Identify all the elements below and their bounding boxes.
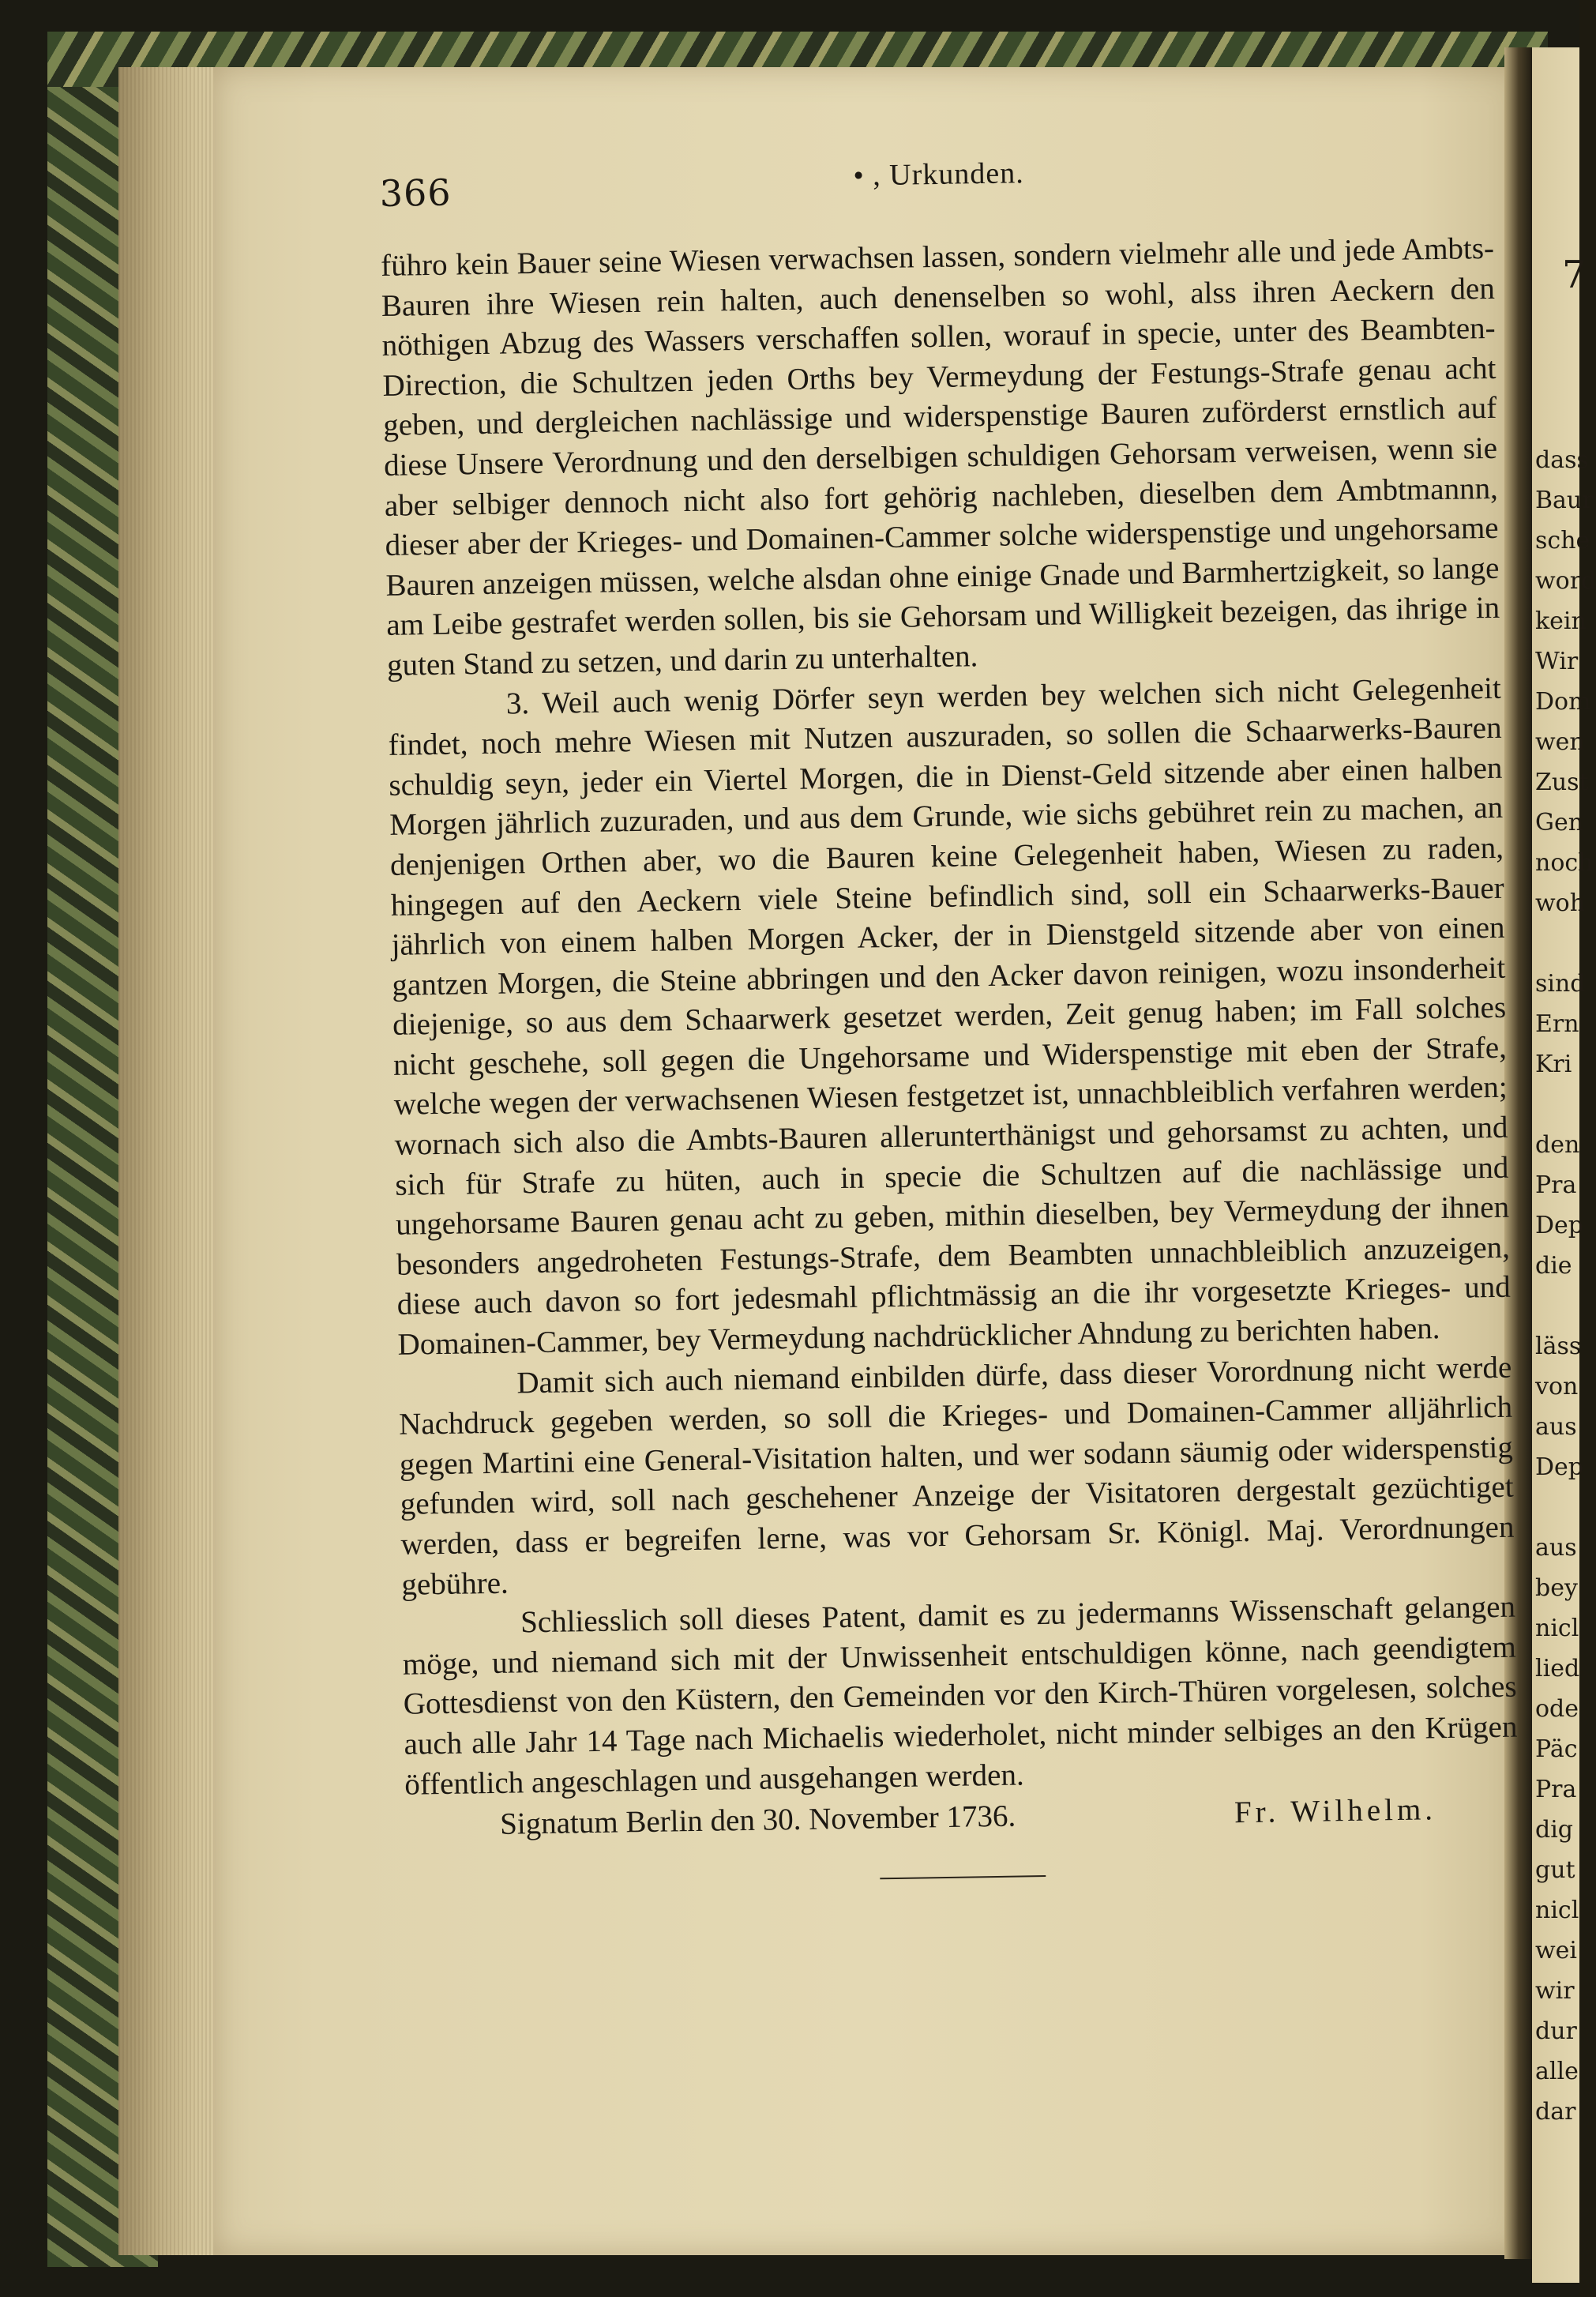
facing-page — [1532, 47, 1596, 2283]
facing-page-fragment: Wir — [1535, 648, 1579, 675]
facing-page-fragment: die — [1535, 1252, 1572, 1280]
text-block — [379, 141, 1519, 1887]
facing-page-fragment: woh — [1535, 889, 1586, 917]
facing-page-fragment: Päc — [1535, 1735, 1578, 1763]
paragraph: 3. Weil auch wenig Dörfer seyn werden bey welchen sich nicht Gelegenheit findet, noch mehre Wiesen mit Nutzen auszuraden, so sollen die Schaarwerks-Bauren schuldig seyn, jeder ein Viertel Morgen, die in Dienst-Geld sitzende aber einen halben Morgen jährlich zuzuraden, und aus dem Grunde, wie sichs gebühret rein zu machen, an denjenigen Orthen aber, wo die Bauren keine Gelegenheit haben, Wiesen zu raden, hingegen auf den Aeckern viele Steine befindlich sind, soll ein Schaarwerks-Bauer jährlich von einem halben Morgen Acker, der in Dienstgeld sitzende aber von einen gantzen Morgen, die Steine abbringen und den Acker davon reinigen, wozu insonderheit diejenige, so aus dem Schaarwerk gesetzet werden, Zeit genug haben; im Fall solches nicht geschehe, soll gegen die Ungehorsame und Widerspenstige mit eben der Strafe, welche wegen der verwachsenen Wiesen festgetzet ist, unnachbleiblich verfahren werden; wornach sich also die Ambts-Bauren allerunterthänigst und gehorsamst zu achten, und sich für Strafe zu hüten, auch in specie die Schultzen auf die nachlässige und ungehorsame Bauren genau acht zu geben, mithin dieselben, bey Vermeydung der ihnen besonders angedroheten Festungs-Strafe, dem Beambten unnachbleiblich anzuzeigen, diese auch davon so fort jedesmahl pflichtmässig an die ihr vorgesetzte Krieges- und Domainen-Cammer, bey Vermeydung nachdrücklicher Ahndung zu berichten haben. — [388, 671, 1511, 1362]
facing-page-fragment: nicl — [1535, 1897, 1579, 1924]
facing-page-fragment: nicl — [1535, 1615, 1579, 1642]
facing-page-fragment: lied — [1535, 1655, 1580, 1682]
facing-page-fragment: wir — [1535, 1977, 1575, 2005]
facing-page-number: 7 — [1562, 253, 1587, 297]
facing-page-fragment: von — [1535, 1373, 1579, 1400]
page-edges — [118, 67, 229, 2255]
facing-page-fragment: Dep — [1535, 1212, 1584, 1239]
facing-page-fragment: noch — [1535, 849, 1594, 877]
facing-page-fragment: Pra — [1535, 1171, 1577, 1199]
signature-signer: Fr. Wilhelm. — [1234, 1792, 1437, 1830]
facing-page-fragment: ode — [1535, 1695, 1579, 1723]
facing-page-fragment: dar — [1535, 2098, 1576, 2126]
book-gutter — [1504, 47, 1536, 2259]
facing-page-fragment: Dep — [1535, 1453, 1584, 1481]
running-head-title: Urkunden. — [888, 156, 1025, 192]
facing-page-fragment: dig — [1535, 1816, 1574, 1844]
facing-page-fragment: Ern — [1535, 1010, 1579, 1038]
signature-place-date: Signatum Berlin den 30. November 1736. — [499, 1799, 1016, 1842]
facing-page-fragment: Pra — [1535, 1776, 1577, 1803]
facing-page-fragment: word — [1535, 567, 1596, 595]
facing-page-fragment: bey — [1535, 1574, 1578, 1602]
facing-page-fragment: gut — [1535, 1856, 1575, 1884]
facing-page-fragment: sind — [1535, 970, 1586, 998]
running-head: • , Urkunden. — [853, 156, 1025, 193]
facing-page-fragment: Gen — [1535, 809, 1584, 836]
facing-page-fragment: alle — [1535, 2058, 1579, 2085]
paragraph: Damit sich auch niemand einbilden dürfe, dass dieser Vorordnung nicht werde Nachdruck gegeben werden, so soll die Krieges- und Domainen-Cammer alljährlich gegen Martini eine General-Visitation halten, und wer sodann säumig oder widerspenstig gefunden wird, soll nach geschehener Anzeige der Visitatoren dergestalt gezüchtiget werden, dass er begreifen lerne, was vor Gehorsam Sr. Königl. Maj. Verordnungen gebühre. — [398, 1350, 1515, 1602]
page-number: 366 — [379, 171, 452, 215]
facing-page-fragment: aus — [1535, 1534, 1577, 1562]
facing-page-fragment: Zust — [1535, 769, 1589, 796]
facing-page-fragment: Dom — [1535, 688, 1591, 716]
facing-page-fragment: dass — [1535, 446, 1589, 474]
facing-page-fragment: läss — [1535, 1333, 1582, 1360]
body-text — [381, 229, 1519, 1887]
facing-page-fragment: wen — [1535, 728, 1585, 756]
facing-page-fragment: sche — [1535, 527, 1590, 555]
facing-page-fragment: dur — [1535, 2017, 1577, 2045]
facing-page-fragment: den — [1535, 1131, 1580, 1159]
paragraph: Schliesslich soll dieses Patent, damit es zu jedermanns Wissenschaft gelangen möge, und niemand sich mit der Unwissenheit entschuldigen könne, nach geendigtem Gottesdienst von den Küstern, den Gemeinden vor den Kirch-Thüren vorgelesen, solches auch alle Jahr 14 Tage nach Michaelis wiederholet, nicht minder selbiges an den Krügen öffentlich angeschlagen und ausgehangen werden. — [402, 1589, 1518, 1802]
facing-page-fragment: aus — [1535, 1413, 1577, 1441]
facing-page-fragment: wei — [1535, 1937, 1578, 1964]
facing-page-fragment: Kri — [1535, 1051, 1572, 1078]
paragraph: führo kein Bauer seine Wiesen verwachsen lassen, sondern vielmehr alle und jede Ambts-Bauren ihre Wiesen rein halten, auch denenselben so wohl, alss ihren Aeckern den nöthigen Abzug des Wassers verschaffen sollen, worauf in specie, unter des Beambten-Direction, die Schultzen jeden Orths bey Vermeydung der Festungs-Strafe genau acht geben, und dergleichen nachlässige und widerspenstige Bauren zuförderst ernstlich auf diese Unsere Verordnung und den derselbigen schuldigen Gehorsam verweisen, wenn sie aber selbiger dennoch nicht also fort gehörig nachleben, dieselben dem Ambtmannn, dieser aber der Krieges- und Domainen-Cammer solche widerspenstige und ungehorsame Bauren anzeigen müssen, welche alsdan ohne einige Gnade und Barmhertzigkeit, so lange am Leibe gestrafet werden sollen, bis sie Gehorsam und Willigkeit bezeigen, das ihrige in guten Stand zu setzen, und darin zu unterhalten. — [380, 231, 1500, 682]
facing-page-fragment: Baur — [1535, 487, 1594, 514]
facing-page-fragment: kein — [1535, 607, 1587, 635]
